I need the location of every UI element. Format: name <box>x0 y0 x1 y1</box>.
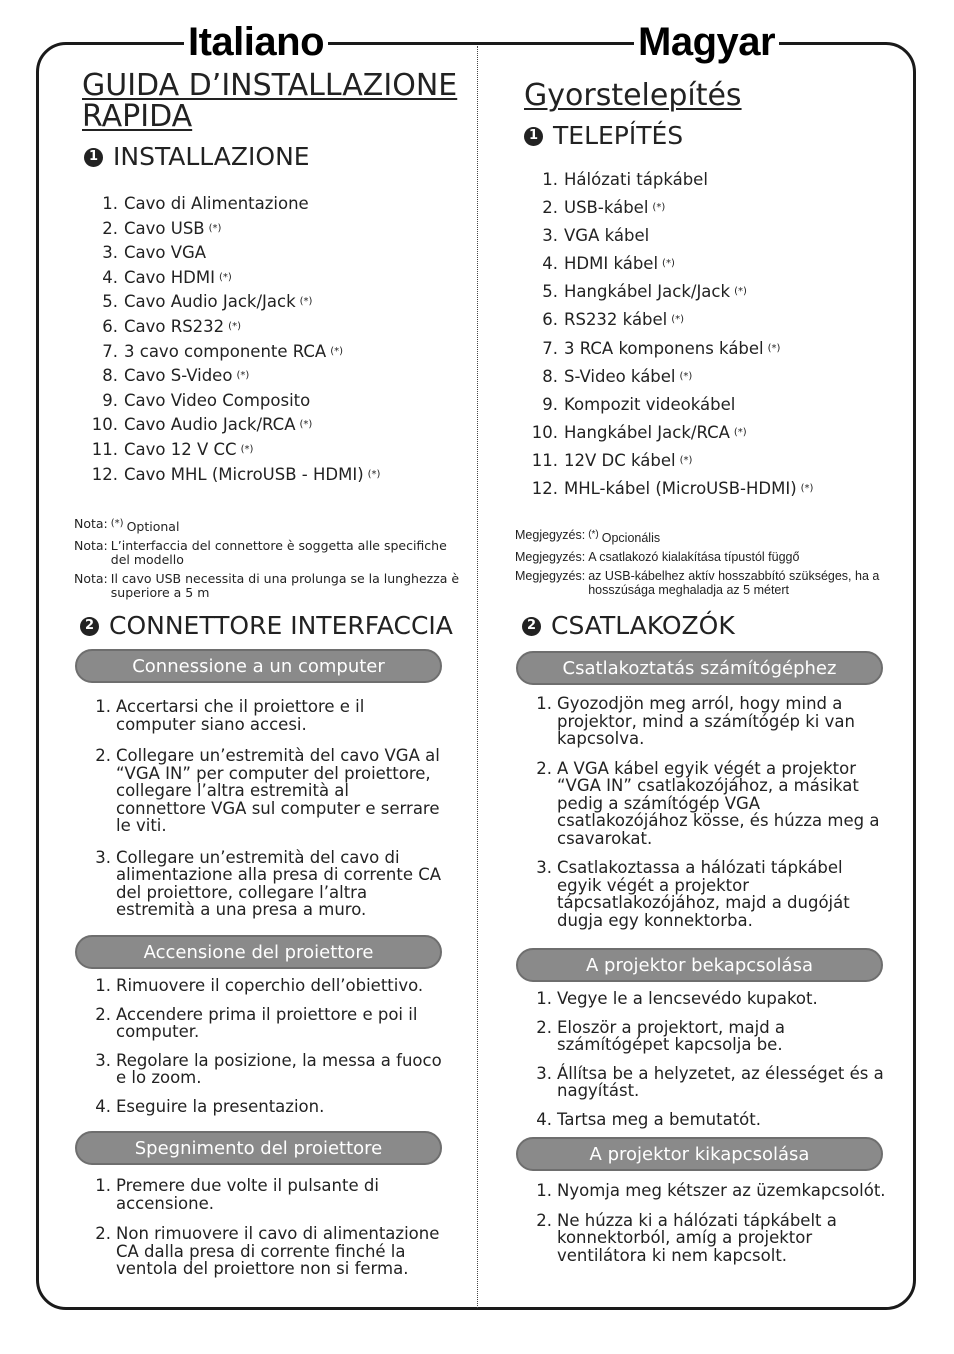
cable-label: MHL-kábel (MicroUSB-HDMI) <box>564 479 797 499</box>
note-body: Optional <box>126 519 180 534</box>
notes-hu <box>515 528 910 602</box>
cable-item <box>510 166 813 194</box>
cable-label: Hangkábel Jack/Jack <box>564 282 731 302</box>
notes-it <box>74 517 464 605</box>
note-text <box>588 569 910 597</box>
steps-it-2 <box>73 977 443 1115</box>
main-title-it: GUIDA D’INSTALLAZIONE RAPIDA <box>82 68 458 134</box>
cable-label: Cavo Audio Jack/RCA <box>124 415 296 435</box>
note-label: Megjegyzés: <box>515 528 586 542</box>
optional-marker: (*) <box>652 202 666 214</box>
column-divider <box>477 46 478 1308</box>
cable-number: 2. <box>542 198 558 218</box>
note-label: Nota: <box>74 516 108 531</box>
cable-number: 9. <box>542 394 558 414</box>
list-item: 1. Gyozodjön meg arról, hogy mind a projektor, mind a számítógép ki van kapcsolva. <box>536 694 855 748</box>
cable-number: 12. <box>91 464 118 484</box>
cable-item <box>510 278 813 306</box>
cable-list-it <box>70 192 380 487</box>
note-label: Megjegyzés: <box>515 569 586 583</box>
cable-label: Hálózati tápkábel <box>564 170 708 189</box>
section-number-icon: 1 <box>524 127 543 146</box>
list-item: 2. Eloször a projektort, majd a számítógépet kapcsolja be. <box>536 1017 786 1054</box>
cable-label: 12V DC kábel <box>564 450 676 470</box>
section1-header-hu <box>524 121 683 151</box>
optional-marker: (*) <box>208 222 222 234</box>
cable-label: Cavo 12 V CC <box>124 439 237 459</box>
note-text <box>588 550 799 564</box>
cable-item <box>70 192 380 217</box>
cable-label: Cavo HDMI <box>124 267 215 287</box>
cable-list-hu <box>510 166 813 503</box>
cable-item <box>510 250 813 278</box>
note-body: az USB-kábelhez aktív hosszabbító szükséges, ha a hosszúsága meghaladja az 5 métert <box>588 569 880 597</box>
list-item: 4. Eseguire la presentazion. <box>95 1096 325 1116</box>
cable-number: 4. <box>542 254 558 274</box>
note-item <box>515 550 910 564</box>
note-body: A csatlakozó kialakítása típustól függő <box>588 550 800 564</box>
section2-header-hu <box>522 611 735 641</box>
note-item <box>515 569 910 597</box>
group-header-it-2: Accensione del proiettore <box>75 935 442 969</box>
cable-label: Hangkábel Jack/RCA <box>564 422 730 442</box>
optional-marker: (*) <box>588 529 599 540</box>
cable-item <box>510 306 813 334</box>
cable-number: 7. <box>102 341 118 361</box>
cable-label: VGA kábel <box>564 226 650 246</box>
note-body: Opcionális <box>601 531 661 545</box>
cable-label: HDMI kábel <box>564 254 659 274</box>
list-item: 4. Tartsa meg a bemutatót. <box>536 1109 761 1129</box>
cable-item <box>70 266 380 291</box>
cable-number: 3. <box>102 243 118 263</box>
note-item <box>74 572 464 600</box>
optional-marker: (*) <box>299 419 313 431</box>
cable-label: USB-kábel <box>564 198 649 218</box>
cable-number: 11. <box>91 439 118 459</box>
note-label: Nota: <box>74 538 108 553</box>
section1-title-hu: TELEPÍTÉS <box>553 121 684 150</box>
note-item <box>74 517 464 534</box>
optional-marker: (*) <box>228 320 241 332</box>
note-text <box>111 517 180 534</box>
cable-label: Cavo di Alimentazione <box>124 194 309 213</box>
optional-marker: (*) <box>330 345 344 357</box>
cable-number: 8. <box>542 366 558 386</box>
cable-number: 10. <box>91 415 118 435</box>
optional-marker: (*) <box>767 342 781 354</box>
section-number-icon: 1 <box>84 148 103 167</box>
steps-hu-3 <box>514 1182 886 1264</box>
list-item: 3. Állítsa be a helyzetet, az élességet és a nagyítást. <box>536 1063 884 1100</box>
steps-hu-2 <box>514 990 886 1128</box>
cable-number: 5. <box>542 282 558 302</box>
list-item: 1. Nyomja meg kétszer az üzemkapcsolót. <box>536 1181 886 1200</box>
steps-it-1 <box>73 698 443 919</box>
list-item: 1. Rimuovere il coperchio dell’obiettivo. <box>95 976 424 995</box>
list-item: 1. Vegye le a lencsevédo kupakot. <box>536 989 818 1008</box>
cable-number: 3. <box>542 226 558 246</box>
group-header-hu-1: Csatlakoztatás számítógéphez <box>516 651 883 685</box>
cable-label: Cavo VGA <box>124 243 207 263</box>
section-number-icon: 2 <box>522 617 541 636</box>
note-body: L’interfaccia del connettore è soggetta alle specifiche del modello <box>110 538 447 567</box>
group-header-it-3: Spegnimento del proiettore <box>75 1131 442 1165</box>
cable-item <box>70 340 380 365</box>
optional-marker: (*) <box>800 483 814 495</box>
cable-label: Cavo USB <box>124 218 205 238</box>
list-item: 3. Csatlakoztassa a hálózati tápkábel egyik végét a projektor tápcsatlakozójához, majd a dugóját dugja egy konnektorba. <box>536 858 850 930</box>
optional-marker: (*) <box>367 468 381 480</box>
cable-number: 5. <box>102 292 118 312</box>
cable-number: 1. <box>542 170 558 189</box>
list-item: 1. Premere due volte il pulsante di accensione. <box>95 1176 379 1213</box>
cable-item <box>510 475 813 503</box>
steps-it-3 <box>73 1177 443 1278</box>
cable-item <box>510 222 813 250</box>
group-header-it-1: Connessione a un computer <box>75 649 442 683</box>
list-item: 3. Collegare un’estremità del cavo di alimentazione alla presa di corrente CA del proiettore, collegare l’altra estremità a una presa a muro. <box>95 847 442 919</box>
main-title-it-block <box>82 70 472 132</box>
section1-header-it <box>84 142 310 172</box>
cable-label: Cavo Audio Jack/Jack <box>124 292 296 312</box>
optional-marker: (*) <box>734 286 747 298</box>
optional-marker: (*) <box>679 370 693 382</box>
optional-marker: (*) <box>236 370 250 382</box>
group-header-hu-2: A projektor bekapcsolása <box>516 948 883 982</box>
cable-number: 6. <box>102 316 118 336</box>
cable-label: Cavo S-Video <box>124 366 233 386</box>
cable-item <box>70 217 380 242</box>
optional-marker: (*) <box>218 271 232 283</box>
section-number-icon: 2 <box>80 617 99 636</box>
note-label: Megjegyzés: <box>515 550 586 564</box>
cable-item <box>70 389 380 414</box>
cable-item <box>510 363 813 391</box>
list-item: 2. A VGA kábel egyik végét a projektor “VGA IN” csatlakozójához, a másikat pedig a számítógép VGA csatlakozójához kösse, és húzza meg a csavarokat. <box>536 758 880 848</box>
list-item: 2. Non rimuovere il cavo di alimentazione CA dalla presa di corrente finché la ventola del proiettore non si ferma. <box>95 1224 440 1278</box>
main-title-hu: Gyorstelepítés <box>524 78 742 113</box>
section1-title-it: INSTALLAZIONE <box>113 142 310 171</box>
cable-number: 7. <box>542 338 558 358</box>
cable-label: 3 cavo componente RCA <box>124 341 327 361</box>
note-item <box>74 539 464 567</box>
cable-item <box>70 290 380 315</box>
cable-label: Kompozit videokábel <box>564 394 736 414</box>
cable-number: 8. <box>102 366 118 386</box>
cable-number: 2. <box>102 218 118 238</box>
cable-number: 12. <box>531 479 558 499</box>
cable-number: 6. <box>542 310 558 330</box>
cable-item <box>510 447 813 475</box>
cable-number: 11. <box>531 450 558 470</box>
lang-title-magyar: Magyar <box>634 18 779 66</box>
optional-marker: (*) <box>110 518 124 529</box>
cable-label: RS232 kábel <box>564 310 668 330</box>
cable-item <box>510 391 813 419</box>
optional-marker: (*) <box>733 426 747 438</box>
cable-number: 4. <box>102 267 118 287</box>
cable-item <box>70 413 380 438</box>
cable-number: 9. <box>102 390 118 410</box>
cable-label: Cavo RS232 <box>124 316 225 336</box>
steps-hu-1 <box>514 695 886 929</box>
note-text <box>111 572 464 600</box>
section2-title-it: CONNETTORE INTERFACCIA <box>109 611 453 640</box>
cable-item <box>510 419 813 447</box>
note-body: Il cavo USB necessita di una prolunga se la lunghezza è superiore a 5 m <box>110 571 460 600</box>
optional-marker: (*) <box>671 314 685 326</box>
section2-title-hu: CSATLAKOZÓK <box>551 611 735 640</box>
list-item: 2. Collegare un’estremità del cavo VGA al “VGA IN” per computer del proiettore, collegare l’altra estremità al connettore VGA sul computer e serrare le viti. <box>95 746 440 835</box>
list-item: 2. Ne húzza ki a hálózati tápkábelt a konnektorból, amíg a projektor ventilátora ki nem kapcsolt. <box>536 1210 837 1265</box>
cable-number: 10. <box>531 422 558 442</box>
cable-item <box>70 438 380 463</box>
cable-number: 1. <box>102 194 118 213</box>
note-label: Nota: <box>74 571 108 586</box>
optional-marker: (*) <box>662 258 675 270</box>
list-item: 3. Regolare la posizione, la messa a fuoco e lo zoom. <box>95 1050 442 1087</box>
list-item: 2. Accendere prima il proiettore e poi il computer. <box>95 1004 418 1041</box>
note-text <box>588 528 660 545</box>
cable-item <box>70 463 380 488</box>
optional-marker: (*) <box>679 454 693 466</box>
cable-item <box>70 315 380 340</box>
cable-item <box>70 241 380 266</box>
cable-item <box>70 364 380 389</box>
list-item: 1. Accertarsi che il proiettore e il computer siano accesi. <box>95 697 365 734</box>
section2-header-it <box>80 611 453 641</box>
optional-marker: (*) <box>240 443 254 455</box>
cable-label: Cavo Video Composito <box>124 390 311 410</box>
note-item <box>515 528 910 545</box>
cable-label: 3 RCA komponens kábel <box>564 338 764 358</box>
main-title-hu-block <box>524 80 914 111</box>
cable-item <box>510 194 813 222</box>
cable-item <box>510 335 813 363</box>
note-text <box>111 539 464 567</box>
cable-label: Cavo MHL (MicroUSB - HDMI) <box>124 464 364 484</box>
cable-label: S-Video kábel <box>564 366 676 386</box>
optional-marker: (*) <box>299 296 313 308</box>
group-header-hu-3: A projektor kikapcsolása <box>516 1137 883 1171</box>
lang-title-italiano: Italiano <box>184 18 328 66</box>
